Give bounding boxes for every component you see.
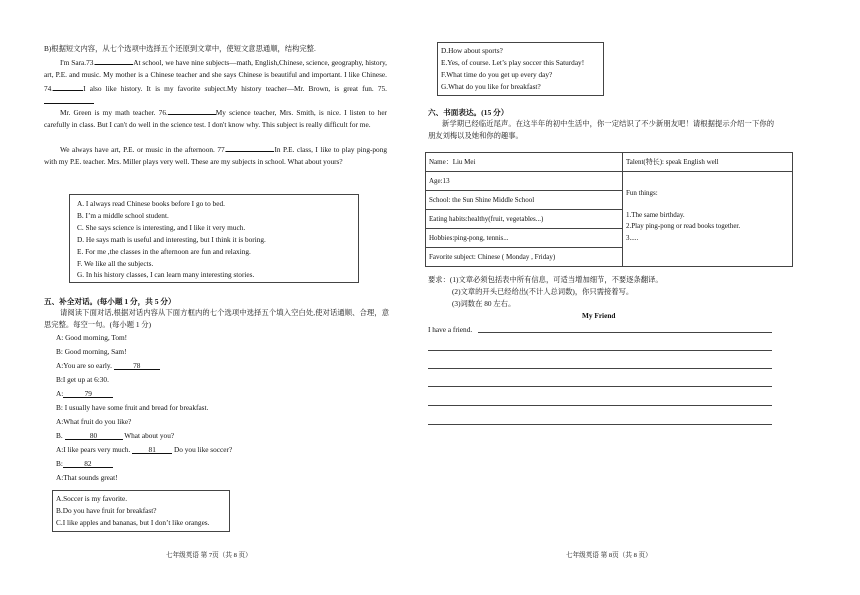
dialogue-options-box-right — [437, 42, 604, 96]
requirement-2: (2)文章的开头已经给出(不计人总词数)，你只需接着写。 — [452, 287, 634, 296]
dialogue-line-3: A:You are so early. 78 — [56, 361, 160, 370]
fun-things-title: Fun things: — [626, 189, 658, 197]
blank-81[interactable]: 81 — [132, 445, 172, 454]
option-f: F. We like all the subjects. — [77, 259, 154, 268]
section-b-instruction: B)根据短文内容，从七个选项中选择五个还原到文章中，使短文意思通顺，结构完整. — [44, 44, 316, 53]
cell-name: Name：Liu Mei — [426, 153, 623, 172]
writing-line-1[interactable] — [478, 332, 772, 333]
blank-75[interactable] — [44, 95, 94, 104]
dialog-option-c: C.I like apples and bananas, but I don’t like oranges. — [56, 518, 210, 527]
dialogue-line-1: A: Good morning, Tom! — [56, 333, 128, 342]
writing-line-6[interactable] — [428, 424, 772, 425]
requirement-1: 要求：(1)文章必须包括表中所有信息，可适当增加细节，不要逐条翻译。 — [428, 275, 663, 284]
dialogue-line-11: A:That sounds great! — [56, 473, 118, 482]
section-6-instruction: 新学期已经临近尾声。在这半年的初中生活中，你一定结识了不少新朋友吧！请根据提示介绍一下你的朋友刘梅以及她和你的趣事。 — [428, 119, 774, 141]
fun-thing-2: 2.Play ping-pong or read books together. — [626, 222, 741, 230]
option-b: B. I’m a middle school student. — [77, 211, 169, 220]
blank-80[interactable]: 80 — [65, 431, 123, 440]
cell-fun-things — [623, 172, 793, 267]
option-c: C. She says science is interesting, and I like it very much. — [77, 223, 246, 232]
section-5-instruction: 请阅读下面对话,根据对话内容从下面方框内的七个选项中选择五个填入空白处,使对话通顺、合理，意思完整。每空一句。(每小题 1 分) — [44, 308, 389, 330]
dialogue-options-box-left — [52, 490, 230, 532]
option-d: D. He says math is useful and interesting, but I think it is boring. — [77, 235, 266, 244]
passage-paragraph-2: Mr. Green is my math teacher. 76. My science teacher, Mrs. Smith, is nice. I listen to her carefully in class. But I can't do well in the science test. I don't know why. This subject is really difficult for me. — [44, 108, 387, 130]
dialog-option-a: A.Soccer is my favorite. — [56, 494, 128, 503]
page-footer-left: 七年级英语 第 7页（共 8 页） — [166, 552, 252, 559]
dialogue-line-8: B. 80 What about you? — [56, 431, 175, 440]
blank-79[interactable]: 79 — [63, 389, 113, 398]
blank-78[interactable]: 78 — [114, 361, 160, 370]
friend-info-table — [425, 152, 793, 267]
passage-paragraph-3: We always have art, P.E. or music in the afternoon. 77. In P.E. class, I like to play ping-pong with my P.E. teacher. Mrs. Miller plays very well. These are my subjects in school. What about yours? — [44, 145, 387, 167]
blank-77[interactable] — [226, 143, 274, 152]
fun-thing-3: 3..... — [626, 233, 639, 242]
dialogue-line-4: B:I get up at 6:30. — [56, 375, 109, 384]
dialog-option-d: D.How about sports? — [441, 46, 503, 55]
page-footer-right: 七年级英语 第 8页（共 8 页） — [566, 552, 652, 559]
dialogue-line-2: B: Good morning, Sam! — [56, 347, 127, 356]
blank-73[interactable] — [95, 56, 133, 65]
options-box-b — [69, 194, 359, 283]
dialogue-line-6: B: I usually have some fruit and bread for breakfast. — [56, 403, 209, 412]
cell-age: Age:13 — [426, 172, 623, 191]
writing-line-5[interactable] — [428, 405, 772, 406]
cell-talent: Talent(特长): speak English well — [623, 153, 793, 172]
dialog-option-f: F.What time do you get up every day? — [441, 70, 553, 79]
cell-school: School: the Sun Shine Middle School — [426, 191, 623, 210]
dialog-option-e: E.Yes, of course. Let’s play soccer this Saturday! — [441, 58, 585, 67]
blank-74[interactable] — [53, 82, 83, 91]
dialogue-line-7: A:What fruit do you like? — [56, 417, 132, 426]
dialog-option-b: B.Do you have fruit for breakfast? — [56, 506, 157, 515]
option-g: G. In his history classes, I can learn many interesting stories. — [77, 270, 255, 279]
blank-76[interactable] — [168, 106, 216, 115]
section-5-title: 五、补全对话。(每小题 1 分，共 5 分） — [44, 297, 176, 306]
cell-hobbies: Hobbies:ping-pong, tennis... — [426, 229, 623, 248]
essay-start: I have a friend. — [428, 325, 473, 334]
dialog-option-g: G.What do you like for breakfast? — [441, 82, 541, 91]
dialogue-line-10: B: 82 — [56, 459, 113, 468]
writing-line-4[interactable] — [428, 386, 772, 387]
dialogue-line-5: A: 79 — [56, 389, 113, 398]
writing-line-2[interactable] — [428, 350, 772, 351]
cell-favorite-subject: Favorite subject: Chinese ( Monday , Friday) — [426, 248, 623, 267]
option-a: A. I always read Chinese books before I go to bed. — [77, 199, 225, 208]
writing-line-3[interactable] — [428, 368, 772, 369]
section-6-title: 六、书面表达。(15 分） — [428, 108, 509, 117]
essay-title: My Friend — [582, 311, 616, 320]
blank-82[interactable]: 82 — [63, 459, 113, 468]
passage-paragraph-1: I'm Sara.73. At school, we have nine subjects—math, English,Chinese, science, geography, history, art, P.E. and music. My mother is a Chinese teacher and she says Chinese is beautiful and important. I like Chinese. 74. I also like history. It is my favorite subject.My history teacher—Mr. Brown, is great fun. 75. — [44, 56, 387, 109]
requirement-3: (3)词数在 80 左右。 — [452, 299, 516, 308]
option-e: E. For me ,the classes in the afternoon are fun and relaxing. — [77, 247, 251, 256]
fun-thing-1: 1.The same birthday. — [626, 210, 685, 219]
cell-eating-habits: Eating habits:healthy(fruit, vegetables...) — [426, 210, 623, 229]
dialogue-line-9: A:I like pears very much. 81 Do you like soccer? — [56, 445, 233, 454]
